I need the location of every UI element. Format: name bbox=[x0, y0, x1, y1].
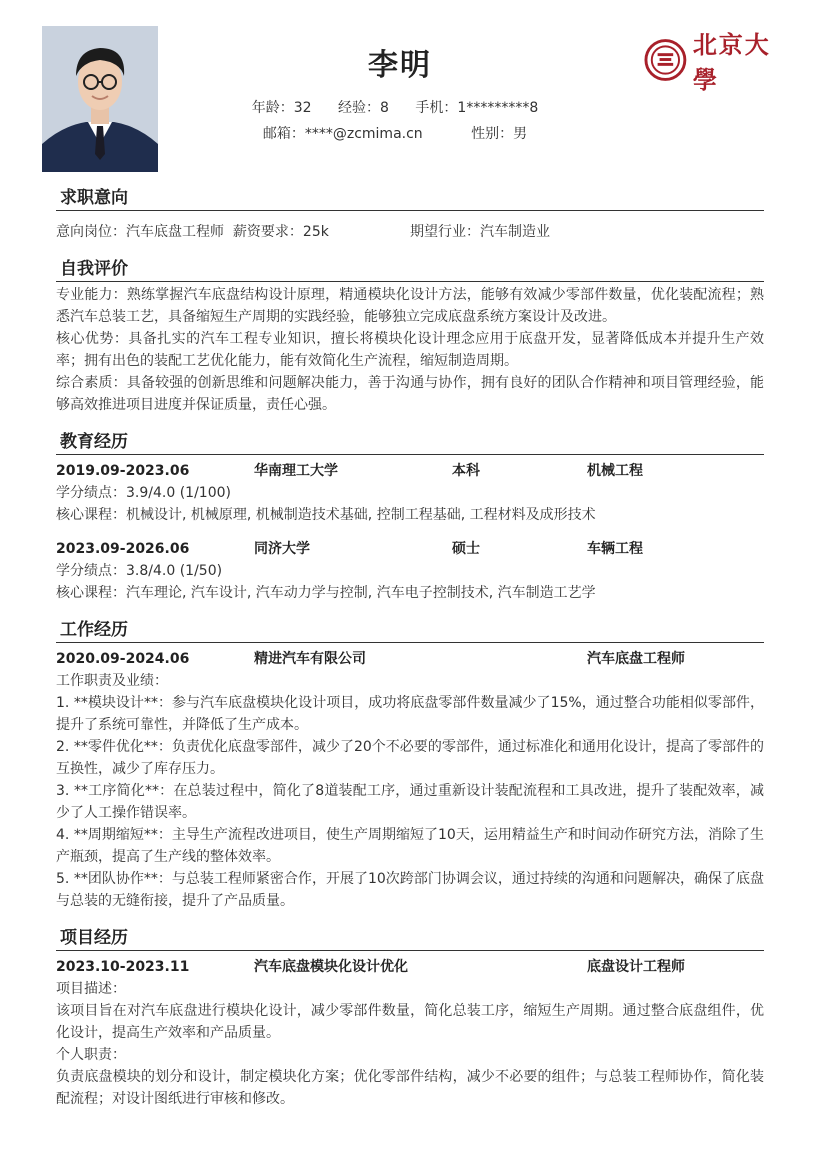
info-row-1 bbox=[0, 97, 790, 117]
university-logo bbox=[644, 30, 794, 94]
project-desc: 该项目旨在对汽车底盘进行模块化设计，减少零部件数量，简化总装工序，缩短生产周期。通过整合底盘组件，优化设计，提高生产效率和产品质量。 bbox=[56, 1003, 764, 1041]
gender-label: 性别： bbox=[471, 126, 514, 142]
age-value: 32 bbox=[293, 100, 312, 116]
work-intro: 工作职责及业绩： bbox=[56, 673, 168, 689]
self-eval-paragraph: 核心优势：具备扎实的汽车工程专业知识，擅长将模块化设计理念应用于底盘开发，显著降低成本并提升生产效率；拥有出色的装配工艺优化能力，能有效简化生产流程，缩短制造周期。 bbox=[56, 331, 764, 369]
info-row-2 bbox=[0, 123, 790, 143]
intent-section bbox=[56, 180, 764, 243]
experience-label: 经验： bbox=[338, 100, 381, 116]
gender-value: 男 bbox=[513, 126, 528, 142]
position-label: 意向岗位： bbox=[56, 224, 126, 240]
project-role: 底盘设计工程师 bbox=[587, 959, 685, 975]
section-title-education: 教育经历 bbox=[56, 424, 764, 455]
experience-value: 8 bbox=[380, 100, 389, 116]
work-section bbox=[56, 612, 764, 912]
edu-school: 华南理工大学 bbox=[254, 463, 338, 479]
edu-major: 机械工程 bbox=[587, 463, 643, 479]
section-title-intent: 求职意向 bbox=[56, 180, 764, 211]
edu-gpa: 学分绩点：3.8/4.0 (1/50) bbox=[56, 563, 223, 579]
age-label: 年龄： bbox=[251, 100, 294, 116]
industry-value: 汽车制造业 bbox=[480, 224, 550, 240]
work-duty: 4. **周期缩短**：主导生产流程改进项目，使生产周期缩短了10天，运用精益生产和时间动作研究方法，消除了生产瓶颈，提高了生产线的整体效率。 bbox=[56, 827, 764, 865]
edu-degree: 本科 bbox=[452, 463, 480, 479]
work-company: 精进汽车有限公司 bbox=[254, 651, 366, 667]
position-value: 汽车底盘工程师 bbox=[126, 224, 224, 240]
project-desc-label: 项目描述： bbox=[56, 981, 126, 997]
project-duty: 负责底盘模块的划分和设计，制定模块化方案；优化零部件结构，减少不必要的组件；与总装工程师协作，简化装配流程；对设计图纸进行审核和修改。 bbox=[56, 1069, 764, 1107]
self-eval-section bbox=[56, 251, 764, 416]
work-role: 汽车底盘工程师 bbox=[587, 651, 685, 667]
section-title-self-eval: 自我评价 bbox=[56, 251, 764, 282]
self-eval-paragraph: 专业能力：熟练掌握汽车底盘结构设计原理，精通模块化设计方法，能够有效减少零部件数量，优化装配流程；熟悉汽车总装工艺，具备缩短生产周期的实践经验，能够独立完成底盘系统方案设计及改进。 bbox=[56, 287, 764, 325]
salary-value: 25k bbox=[302, 224, 329, 240]
project-section bbox=[56, 920, 764, 1110]
industry-label: 期望行业： bbox=[410, 224, 480, 240]
edu-degree: 硕士 bbox=[452, 541, 480, 557]
work-duty: 3. **工序简化**：在总装过程中，简化了8道装配工序，通过重新设计装配流程和工具改进，提升了装配效率，减少了人工操作错误率。 bbox=[56, 783, 764, 821]
work-date: 2020.09-2024.06 bbox=[56, 651, 190, 667]
university-seal-icon bbox=[644, 38, 687, 82]
resume-content bbox=[56, 180, 764, 1118]
edu-courses: 核心课程：汽车理论, 汽车设计, 汽车动力学与控制, 汽车电子控制技术, 汽车制造工艺学 bbox=[56, 585, 596, 601]
phone-label: 手机： bbox=[415, 100, 458, 116]
phone-value: 1*********8 bbox=[457, 100, 539, 116]
self-eval-paragraph: 综合素质：具备较强的创新思维和问题解决能力，善于沟通与协作，拥有良好的团队合作精神和项目管理经验，能够高效推进项目进度并保证质量，责任心强。 bbox=[56, 375, 764, 413]
section-title-work: 工作经历 bbox=[56, 612, 764, 643]
edu-major: 车辆工程 bbox=[587, 541, 643, 557]
work-duty: 5. **团队协作**：与总装工程师紧密合作，开展了10次跨部门协调会议，通过持续的沟通和问题解决，确保了底盘与总装的无缝衔接，提升了产品质量。 bbox=[56, 871, 764, 909]
project-date: 2023.10-2023.11 bbox=[56, 959, 190, 975]
email-value: ****@zcmima.cn bbox=[304, 126, 423, 142]
edu-date: 2023.09-2026.06 bbox=[56, 541, 190, 557]
university-name: 北京大學 bbox=[692, 30, 771, 94]
education-item bbox=[56, 538, 764, 604]
education-section bbox=[56, 424, 764, 604]
edu-school: 同济大学 bbox=[254, 541, 310, 557]
work-duty: 1. **模块设计**：参与汽车底盘模块化设计项目，成功将底盘零部件数量减少了15%，通过整合功能相似零部件，提升了系统可靠性，并降低了生产成本。 bbox=[56, 695, 764, 733]
candidate-name: 李明 bbox=[368, 48, 432, 83]
work-duty: 2. **零件优化**：负责优化底盘零部件，减少了20个不必要的零部件，通过标准化和通用化设计，提高了零部件的互换性，减少了库存压力。 bbox=[56, 739, 764, 777]
email-label: 邮箱： bbox=[262, 126, 305, 142]
edu-date: 2019.09-2023.06 bbox=[56, 463, 190, 479]
education-item bbox=[56, 460, 764, 526]
section-title-project: 项目经历 bbox=[56, 920, 764, 951]
edu-gpa: 学分绩点：3.9/4.0 (1/100) bbox=[56, 485, 231, 501]
salary-label: 薪资要求： bbox=[232, 224, 303, 240]
intent-row bbox=[56, 221, 764, 243]
project-duty-label: 个人职责： bbox=[56, 1047, 126, 1063]
project-name: 汽车底盘模块化设计优化 bbox=[254, 959, 408, 975]
edu-courses: 核心课程：机械设计, 机械原理, 机械制造技术基础, 控制工程基础, 工程材料及成形技术 bbox=[56, 507, 596, 523]
